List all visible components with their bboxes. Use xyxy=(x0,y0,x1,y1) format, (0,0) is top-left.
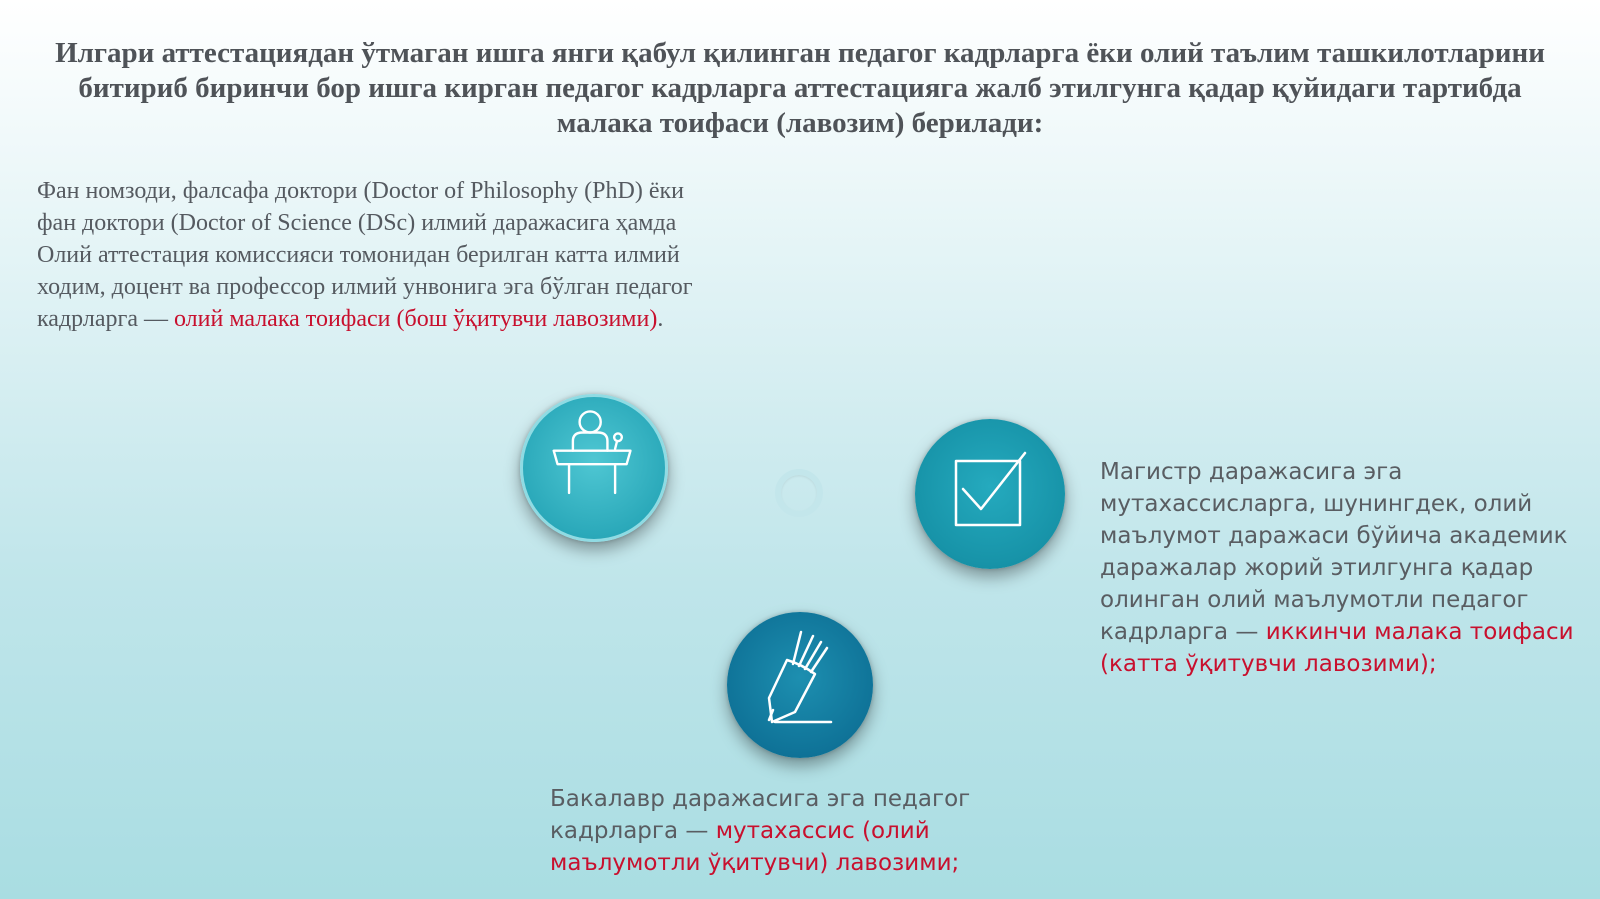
second-category-highlight: иккинчи малака тоифаси (катта ўқитувчи лавозими); xyxy=(1100,619,1574,677)
checkbox-circle xyxy=(915,419,1065,569)
higher-category-text xyxy=(37,175,727,335)
higher-category-highlight: олий малака тоифаси (бош ўқитувчи лавозими) xyxy=(173,306,658,332)
specialist-highlight: мутахассис (олий маълумотли ўқитувчи) лавозими; xyxy=(550,818,960,876)
pencil-icon xyxy=(727,612,873,758)
higher-category-description: Фан номзоди, фалсафа доктори (Doctor of Philosophy (PhD) ёки фан доктори (Doctor of Science (DSc) илмий даражасига ҳамда Олий аттестация комиссияси томонидан берилган катта илмий ходим, доцент ва профессор илмий унвонига эга бўлган педагог кадрларга — xyxy=(37,178,693,332)
second-category-description: Магистр даражасига эга мутахассисларга, шунингдек, олий маълумот даражаси бўйича академик даражалар жорий этилгунга қадар олинган олий маълумотли педагог кадрларга — xyxy=(1100,459,1568,645)
higher-category-end: . xyxy=(657,306,664,332)
second-category-text xyxy=(1100,456,1580,680)
slide-title: Илгари аттестациядан ўтмаган ишга янги қабул қилинган педагог кадрларга ёки олий таълим ташкилотларини битириб биринчи бор ишга кирган педагог кадрларга аттестацияга жалб этилгунга қадар қуйидаги тартибда малака тоифаси (лавозим) берилади: xyxy=(55,37,1545,139)
center-ring-decoration xyxy=(775,469,823,517)
specialist-description: Бакалавр даражасига эга педагог кадрларга — xyxy=(550,786,971,844)
checkbox-checked-icon xyxy=(915,419,1065,569)
lecturer-podium-circle xyxy=(520,394,668,542)
lecturer-podium-icon xyxy=(523,397,665,539)
pencil-circle xyxy=(727,612,873,758)
specialist-text xyxy=(550,783,1010,879)
